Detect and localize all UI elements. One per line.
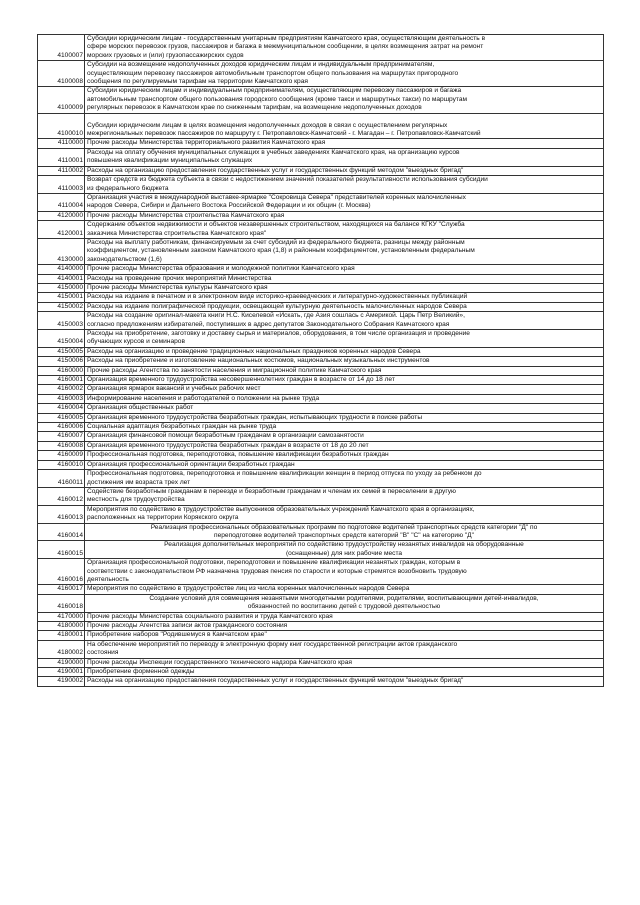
budget-code-cell: 4150005 — [38, 347, 85, 356]
budget-code-cell: 4170000 — [38, 612, 85, 621]
expense-name-line: Мероприятия по содействию в трудоустройстве лиц из числа коренных малочисленных народов Севера — [87, 585, 410, 593]
expense-name-line: Организация временного трудоустройства безработных граждан в возрасте от 18 до 20 лет — [87, 441, 369, 449]
expense-name-line: Расходы на организацию и проведение традиционных национальных праздников коренных народов Севера — [87, 347, 421, 355]
expense-name-cell — [85, 211, 604, 220]
budget-code-cell: 4110001 — [38, 148, 85, 166]
table-row — [38, 366, 604, 375]
cell-spacer — [87, 114, 601, 122]
expense-name-line: Прочие расходы Министерства социального развития и труда Камчатского края — [87, 612, 333, 620]
expense-name-cell — [85, 293, 604, 302]
expense-name-cell — [85, 283, 604, 292]
expense-name-line: расположенных на территории Корякского округа — [87, 514, 239, 522]
table-row — [38, 541, 604, 559]
expense-name-line: Возврат средств из бюджета субъекта в связи с недостижением значений показателей результативности использования субсидии — [87, 176, 488, 184]
expense-name-cell — [85, 302, 604, 311]
budget-code-cell: 4160015 — [38, 541, 85, 559]
expense-name-line: Расходы на издание полиграфической продукции, освещающей культурную деятельность малочисленных народов Севера — [87, 302, 467, 310]
expense-name-cell — [85, 113, 604, 139]
expense-name-line: повышения квалификации муниципальных служащих — [87, 157, 253, 165]
budget-codes-table — [37, 34, 604, 687]
table-row — [38, 148, 604, 166]
budget-code-cell: 4160010 — [38, 460, 85, 469]
expense-name-line: заказчика Министерства строительства Камчатского края" — [87, 229, 267, 237]
expense-name-line: народов Севера, Сибири и Дальнего Востока Российской Федерации и их общин (г. Москва) — [87, 202, 371, 210]
budget-code-cell: 4150001 — [38, 293, 85, 302]
expense-name-line: Содержание объектов недвижимости и объектов незавершенных строительством, находящихся на балансе КГКУ "Служба — [87, 221, 465, 229]
table-row — [38, 113, 604, 139]
expense-name-cell — [85, 347, 604, 356]
expense-name-cell — [85, 622, 604, 631]
expense-name-line: Прочие расходы Министерства образования и молодежной политики Камчатского края — [87, 265, 355, 273]
table-row — [38, 668, 604, 677]
budget-code-cell: 4160002 — [38, 385, 85, 394]
budget-code-cell: 4140001 — [38, 274, 85, 283]
expense-name-line: Организация ярмарок вакансий и учебных рабочих мест — [87, 385, 261, 393]
expense-name-cell — [85, 176, 604, 194]
expense-name-line: Расходы на оплату обучения муниципальных служащих в учебных заведениях Камчатского края, на организацию курсов — [87, 148, 460, 156]
table-row — [38, 677, 604, 686]
table-row — [38, 612, 604, 621]
budget-code-cell: 4120001 — [38, 221, 85, 239]
expense-name-line: Прочие расходы Инспекции государственного технического надзора Камчатского края — [87, 658, 352, 666]
expense-name-line: Прочие расходы Министерства культуры Камчатского края — [87, 283, 268, 291]
expense-name-cell — [85, 612, 604, 621]
expense-name-line: Расходы на приобретение, заготовку и доставку сырья и материалов, оборудования, в том числе организация и проведение — [87, 330, 470, 337]
expense-name-line: Содействие безработным гражданам в переезде и безработным гражданам и членам их семей в переселении в другую — [87, 487, 456, 495]
budget-code-cell: 4150000 — [38, 283, 85, 292]
budget-code-cell: 4100009 — [38, 87, 85, 113]
expense-name-cell — [85, 366, 604, 375]
expense-name-cell — [85, 677, 604, 686]
budget-code-cell: 4160007 — [38, 432, 85, 441]
expense-name-cell — [85, 441, 604, 450]
expense-name-cell — [85, 148, 604, 166]
table-body — [38, 35, 604, 687]
expense-name-line: Мероприятия по содействию в трудоустройстве выпускников образовательных учреждений Камчатского края в организациях, — [87, 505, 475, 513]
expense-name-cell — [85, 640, 604, 658]
table-row — [38, 238, 604, 264]
expense-name-line: Субсидии на возмещение недополученных доходов юридическим лицам и индивидуальным предпринимателям, — [87, 61, 435, 69]
budget-code-cell: 4160006 — [38, 423, 85, 432]
expense-name-line: Расходы на организацию предоставления государственных услуг и государственных функций методом "выездных бригад" — [87, 677, 464, 685]
table-row — [38, 394, 604, 403]
table-row — [38, 312, 604, 330]
expense-name-line: На обеспечение мероприятий по переводу в электронную форму книг государственной регистрации актов гражданского — [87, 640, 458, 648]
budget-code-cell: 4100010 — [38, 113, 85, 139]
expense-name-line: Организация временного трудоустройства несовершеннолетних граждан в возрасте от 14 до 18 лет — [87, 376, 395, 384]
expense-name-line: Профессиональная подготовка, переподготовка и повышение квалификации женщин в период отпуска по уходу за ребенком до — [87, 470, 482, 478]
expense-name-line: Субсидии юридическим лицам и индивидуальным предпринимателям, осуществляющим перевозку пассажиров и багажа — [87, 87, 462, 95]
budget-code-cell: 4160005 — [38, 413, 85, 422]
expense-name-line: Социальная адаптация безработных граждан на рынке труда — [87, 423, 277, 431]
expense-name-cell — [85, 404, 604, 413]
expense-name-line: Реализация дополнительных мероприятий по содействию трудоустройству незанятых инвалидов на оборудованные — [164, 541, 524, 549]
expense-name-line: достижения им возраста трех лет — [87, 478, 191, 486]
expense-name-line: Расходы на организацию предоставления государственных услуг и государственных функций методом "выездных бригад" — [87, 166, 464, 174]
table-row — [38, 176, 604, 194]
expense-name-cell — [85, 193, 604, 211]
expense-name-cell — [85, 61, 604, 87]
budget-code-cell: 4100007 — [38, 35, 85, 61]
expense-name-line: Расходы на приобретение и изготовление национальных костюмов, национальных музыкальных инструментов — [87, 357, 430, 365]
expense-name-cell — [85, 541, 604, 559]
table-row — [38, 385, 604, 394]
budget-code-cell: 4180000 — [38, 622, 85, 631]
expense-name-cell — [85, 505, 604, 523]
table-row — [38, 293, 604, 302]
table-row — [38, 460, 604, 469]
expense-name-line: Субсидии юридическим лицам - государственным унитарным предприятиям Камчатского края, осуществляющим деятельность в — [87, 35, 486, 42]
expense-name-cell — [85, 35, 604, 61]
budget-code-cell: 4160011 — [38, 470, 85, 488]
table-row — [38, 302, 604, 311]
budget-code-cell: 4160001 — [38, 376, 85, 385]
budget-code-cell: 4190002 — [38, 677, 85, 686]
budget-code-cell: 4120000 — [38, 211, 85, 220]
table-row — [38, 559, 604, 585]
budget-code-cell: 4100008 — [38, 61, 85, 87]
expense-name-line: сфере морских перевозок грузов, пассажиров и багажа в межмуниципальном сообщении, в целях возмещения затрат на ремонт — [87, 43, 484, 51]
expense-name-line: Приобретение наборов "Родившемуся в Камчатском крае" — [87, 631, 267, 639]
expense-name-cell — [85, 487, 604, 505]
table-row — [38, 505, 604, 523]
table-row — [38, 404, 604, 413]
expense-name-cell — [85, 594, 604, 612]
expense-name-line: обучающих курсов и семинаров — [87, 338, 185, 346]
expense-name-line: Организация финансовой помощи безработным гражданам в организации самозанятости — [87, 432, 364, 440]
expense-name-cell — [85, 451, 604, 460]
budget-code-cell: 4160000 — [38, 366, 85, 375]
budget-code-cell: 4190000 — [38, 658, 85, 667]
budget-code-cell: 4130000 — [38, 238, 85, 264]
budget-classification-page — [37, 34, 604, 687]
table-row — [38, 274, 604, 283]
table-row — [38, 330, 604, 348]
budget-code-cell: 4180002 — [38, 640, 85, 658]
table-row — [38, 658, 604, 667]
expense-name-cell — [85, 265, 604, 274]
expense-name-line: Профессиональная подготовка, переподготовка, повышение квалификации безработных граждан — [87, 451, 389, 459]
table-row — [38, 35, 604, 61]
expense-name-line: Прочие расходы Агентства записи актов гражданского состояния — [87, 622, 288, 629]
table-row — [38, 221, 604, 239]
expense-name-cell — [85, 559, 604, 585]
expense-name-line: местность для трудоустройства — [87, 496, 185, 504]
budget-code-cell: 4110000 — [38, 139, 85, 148]
expense-name-line: межрегиональных перевозок пассажиров по маршруту г. Петропавловск-Камчатский - г. Магадан – г. Петропавловск-Камчатский — [87, 130, 481, 138]
expense-name-line: Информирование населения и работодателей о положении на рынке труда — [87, 394, 320, 402]
expense-name-cell — [85, 87, 604, 113]
table-row — [38, 523, 604, 541]
table-row — [38, 87, 604, 113]
expense-name-line: согласно предложениям избирателей, поступивших в адрес депутатов Законодательного Собрания Камчатского края — [87, 320, 450, 328]
expense-name-cell — [85, 274, 604, 283]
budget-code-cell: 4110004 — [38, 193, 85, 211]
expense-name-cell — [85, 523, 604, 541]
budget-code-cell: 4160017 — [38, 585, 85, 594]
table-row — [38, 585, 604, 594]
expense-name-cell — [85, 238, 604, 264]
expense-name-line: (оснащенные) для них рабочие места — [285, 549, 403, 557]
table-row — [38, 622, 604, 631]
expense-name-cell — [85, 585, 604, 594]
budget-code-cell: 4110002 — [38, 166, 85, 175]
expense-name-cell — [85, 460, 604, 469]
table-row — [38, 441, 604, 450]
expense-name-cell — [85, 668, 604, 677]
expense-name-cell — [85, 376, 604, 385]
expense-name-line: Расходы на выплату работникам, финансируемым за счет субсидий из федерального бюджета, разницы между районным — [87, 238, 465, 246]
table-row — [38, 432, 604, 441]
expense-name-line: из федерального бюджета — [87, 184, 169, 192]
expense-name-line: Расходы на проведение прочих мероприятий Министерства — [87, 274, 272, 282]
expense-name-line: Организация профессиональной подготовки, переподготовки и повышение квалификации незанятых граждан, которым в — [87, 559, 461, 567]
expense-name-line: Расходы на издание в печатном и в электронном виде историко-краеведческих и литературно-художественных публикаций — [87, 293, 468, 301]
expense-name-line: законодательством (1,6) — [87, 255, 162, 263]
budget-code-cell: 4160014 — [38, 523, 85, 541]
expense-name-line: автомобильным транспортом общего пользования городского сообщения (кроме такси и маршрутных такси) по маршрутам — [87, 95, 468, 103]
expense-name-line: Реализация профессиональных образовательных программ по подготовке водителей транспортных средств категории "Д" по — [150, 523, 538, 531]
table-row — [38, 631, 604, 640]
expense-name-line: обязанностей по воспитанию детей с трудовой деятельностью — [247, 603, 441, 611]
expense-name-line: морских грузовых и (или) грузопассажирских судов — [87, 51, 244, 59]
expense-name-line: Расходы на создание оригинал-макета книги Н.С. Киселевой «Искать, где Азия сошлась с Америкой. Царь Петр Великий», — [87, 312, 465, 320]
table-row — [38, 166, 604, 175]
table-row — [38, 139, 604, 148]
table-row — [38, 193, 604, 211]
budget-code-cell: 4190001 — [38, 668, 85, 677]
table-row — [38, 211, 604, 220]
table-row — [38, 594, 604, 612]
expense-name-line: Субсидии юридическим лицам в целях возмещения недополученных доходов в связи с осуществлением регулярных — [87, 121, 448, 129]
budget-code-cell: 4160016 — [38, 559, 85, 585]
expense-name-cell — [85, 312, 604, 330]
expense-name-line: регулярных перевозок в Камчатском крае по сниженным тарифам, на возмещение недополученных доходов — [87, 104, 422, 112]
budget-code-cell: 4150003 — [38, 312, 85, 330]
budget-code-cell: 4160009 — [38, 451, 85, 460]
expense-name-line: Приобретение форменной одежды — [87, 668, 195, 676]
table-row — [38, 487, 604, 505]
budget-code-cell: 4180001 — [38, 631, 85, 640]
table-row — [38, 451, 604, 460]
expense-name-line: Организация временного трудоустройства безработных граждан, испытывающих трудности в поиске работы — [87, 413, 423, 421]
budget-code-cell: 4110003 — [38, 176, 85, 194]
expense-name-cell — [85, 658, 604, 667]
table-row — [38, 265, 604, 274]
expense-name-line: сообщения по регулируемым тарифам на территории Камчатского края — [87, 78, 308, 86]
table-row — [38, 61, 604, 87]
table-row — [38, 413, 604, 422]
expense-name-cell — [85, 166, 604, 175]
budget-code-cell: 4160004 — [38, 404, 85, 413]
table-row — [38, 357, 604, 366]
table-row — [38, 640, 604, 658]
expense-name-line: Организация профессиональной ориентации безработных граждан — [87, 460, 295, 468]
table-row — [38, 283, 604, 292]
budget-code-cell: 4150002 — [38, 302, 85, 311]
table-row — [38, 347, 604, 356]
expense-name-line: соответствии с законодательством РФ назначена трудовая пенсия по старости и которые стремятся возобновить трудовую — [87, 567, 467, 575]
budget-code-cell: 4140000 — [38, 265, 85, 274]
expense-name-cell — [85, 221, 604, 239]
expense-name-cell — [85, 432, 604, 441]
budget-code-cell: 4150004 — [38, 330, 85, 348]
expense-name-cell — [85, 423, 604, 432]
expense-name-line: Прочие расходы Агентства по занятости населения и миграционной политике Камчатского края — [87, 366, 382, 374]
budget-code-cell: 4160018 — [38, 594, 85, 612]
expense-name-line: состояния — [87, 649, 119, 657]
expense-name-cell — [85, 385, 604, 394]
budget-code-cell: 4150006 — [38, 357, 85, 366]
expense-name-line: переподготовке водителей транспортных средств категорий "В" "С" на категорию "Д" — [214, 531, 474, 539]
expense-name-line: Организация участия в международной выставке-ярмарке "Сокровища Севера" представителей коренных малочисленных — [87, 193, 466, 201]
budget-code-cell: 4160012 — [38, 487, 85, 505]
budget-code-cell: 4160008 — [38, 441, 85, 450]
expense-name-line: Создание условий для совмещения незанятыми многодетными родителями, родителями, воспитывающими детей-инвалидов, — [149, 594, 539, 602]
table-row — [38, 423, 604, 432]
expense-name-cell — [85, 470, 604, 488]
expense-name-line: Прочие расходы Министерства территориального развития Камчатского края — [87, 139, 326, 147]
table-row — [38, 376, 604, 385]
expense-name-cell — [85, 631, 604, 640]
table-row — [38, 470, 604, 488]
expense-name-cell — [85, 413, 604, 422]
expense-name-cell — [85, 357, 604, 366]
expense-name-line: Организация общественных работ — [87, 404, 194, 412]
expense-name-cell — [85, 394, 604, 403]
expense-name-line: осуществляющим перевозку пассажиров автомобильным транспортом общего пользования на маршрутах пригородного — [87, 69, 459, 77]
expense-name-line: коэффициентом, установленным законом Камчатского края (1,8) и районным коэффициентом, установленным федеральным — [87, 247, 475, 255]
expense-name-line: Прочие расходы Министерства строительства Камчатского края — [87, 211, 285, 219]
expense-name-cell — [85, 139, 604, 148]
budget-code-cell: 4160003 — [38, 394, 85, 403]
expense-name-cell — [85, 330, 604, 348]
budget-code-cell: 4160013 — [38, 505, 85, 523]
expense-name-line: деятельность — [87, 575, 129, 583]
